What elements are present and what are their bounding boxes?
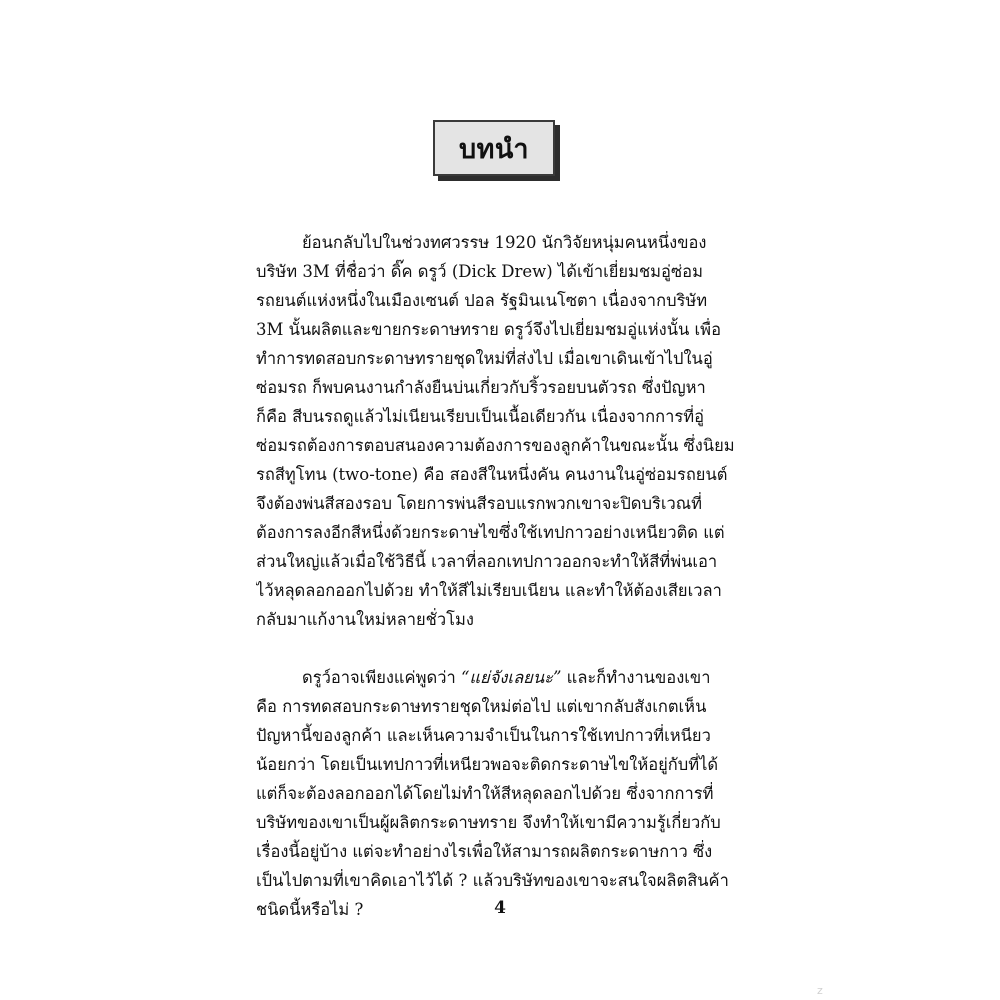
- quoted-phrase: “แย่จังเลยนะ”: [460, 668, 562, 687]
- text-line: น้อยกว่า โดยเป็นเทปกาวที่เหนียวพอจะติดกระดาษไขให้อยู่กับที่ได้: [256, 755, 719, 774]
- text-line: ซ่อมรถต้องการตอบสนองความต้องการของลูกค้าในขณะนั้น ซึ่งนิยม: [256, 436, 735, 455]
- text-line: บริษัท 3M ที่ชื่อว่า ดิ๊ค ดรูว์ (Dick Drew) ได้เข้าเยี่ยมชมอู่ซ่อม: [256, 262, 703, 281]
- text-span: และก็ทำงานของเขา: [561, 668, 711, 687]
- chapter-title: บทนำ: [458, 133, 530, 165]
- text-line: ส่วนใหญ่แล้วเมื่อใช้วิธีนี้ เวลาที่ลอกเทปกาวออกจะทำให้สีที่พ่นเอา: [256, 552, 718, 571]
- page-number: 4: [494, 898, 506, 918]
- chapter-title-box: [433, 120, 555, 176]
- text-line: เรื่องนี้อยู่บ้าง แต่จะทำอย่างไรเพื่อให้สามารถผลิตกระดาษกาว ซึ่ง: [256, 842, 713, 861]
- text-line: เป็นไปตามที่เขาคิดเอาไว้ได้ ? แล้วบริษัทของเขาจะสนใจผลิตสินค้า: [256, 871, 729, 890]
- text-line: ทำการทดสอบกระดาษทรายชุดใหม่ที่ส่งไป เมื่อเขาเดินเข้าไปในอู่: [256, 349, 713, 368]
- text-line: กลับมาแก้งานใหม่หลายชั่วโมง: [256, 610, 474, 629]
- text-line: ไว้หลุดลอกออกไปด้วย ทำให้สีไม่เรียบเนียน และทำให้ต้องเสียเวลา: [256, 581, 722, 600]
- text-line: ก็คือ สีบนรถดูแล้วไม่เนียนเรียบเป็นเนื้อเดียวกัน เนื่องจากการที่อู่: [256, 407, 705, 426]
- text-line: ชนิดนี้หรือไม่ ?: [256, 900, 364, 919]
- paragraph-1: [256, 228, 738, 634]
- text-line: รถสีทูโทน (two-tone) คือ สองสีในหนึ่งคัน คนงานในอู่ซ่อมรถยนต์: [256, 465, 728, 484]
- corner-mark: z: [817, 984, 823, 997]
- text-line: รถยนต์แห่งหนึ่งในเมืองเซนต์ ปอล รัฐมินเนโซตา เนื่องจากบริษัท: [256, 291, 708, 310]
- text-span: ดรูว์อาจเพียงแค่พูดว่า: [302, 668, 461, 687]
- text-line: แต่ก็จะต้องลอกออกได้โดยไม่ทำให้สีหลุดลอกไปด้วย ซึ่งจากการที่: [256, 784, 714, 803]
- page-body: [256, 228, 738, 924]
- text-line-first: [256, 663, 738, 692]
- text-line: บริษัทของเขาเป็นผู้ผลิตกระดาษทราย จึงทำให้เขามีความรู้เกี่ยวกับ: [256, 813, 721, 832]
- text-line: จึงต้องพ่นสีสองรอบ โดยการพ่นสีรอบแรกพวกเขาจะปิดบริเวณที่: [256, 494, 702, 513]
- text-line: ปัญหานี้ของลูกค้า และเห็นความจำเป็นในการใช้เทปกาวที่เหนียว: [256, 726, 711, 745]
- text-line: คือ การทดสอบกระดาษทรายชุดใหม่ต่อไป แต่เขากลับสังเกตเห็น: [256, 697, 707, 716]
- paragraph-2: [256, 663, 738, 924]
- text-line: ต้องการลงอีกสีหนึ่งด้วยกระดาษไขซึ่งใช้เทปกาวอย่างเหนียวติด แต่: [256, 523, 725, 542]
- text-line: ย้อนกลับไปในช่วงทศวรรษ 1920 นักวิจัยหนุ่มคนหนึ่งของ: [302, 233, 707, 252]
- text-line: ซ่อมรถ ก็พบคนงานกำลังยืนบ่นเกี่ยวกับริ้วรอยบนตัวรถ ซึ่งปัญหา: [256, 378, 706, 397]
- text-line: 3M นั้นผลิตและขายกระดาษทราย ดรูว์จึงไปเยี่ยมชมอู่แห่งนั้น เพื่อ: [256, 320, 721, 339]
